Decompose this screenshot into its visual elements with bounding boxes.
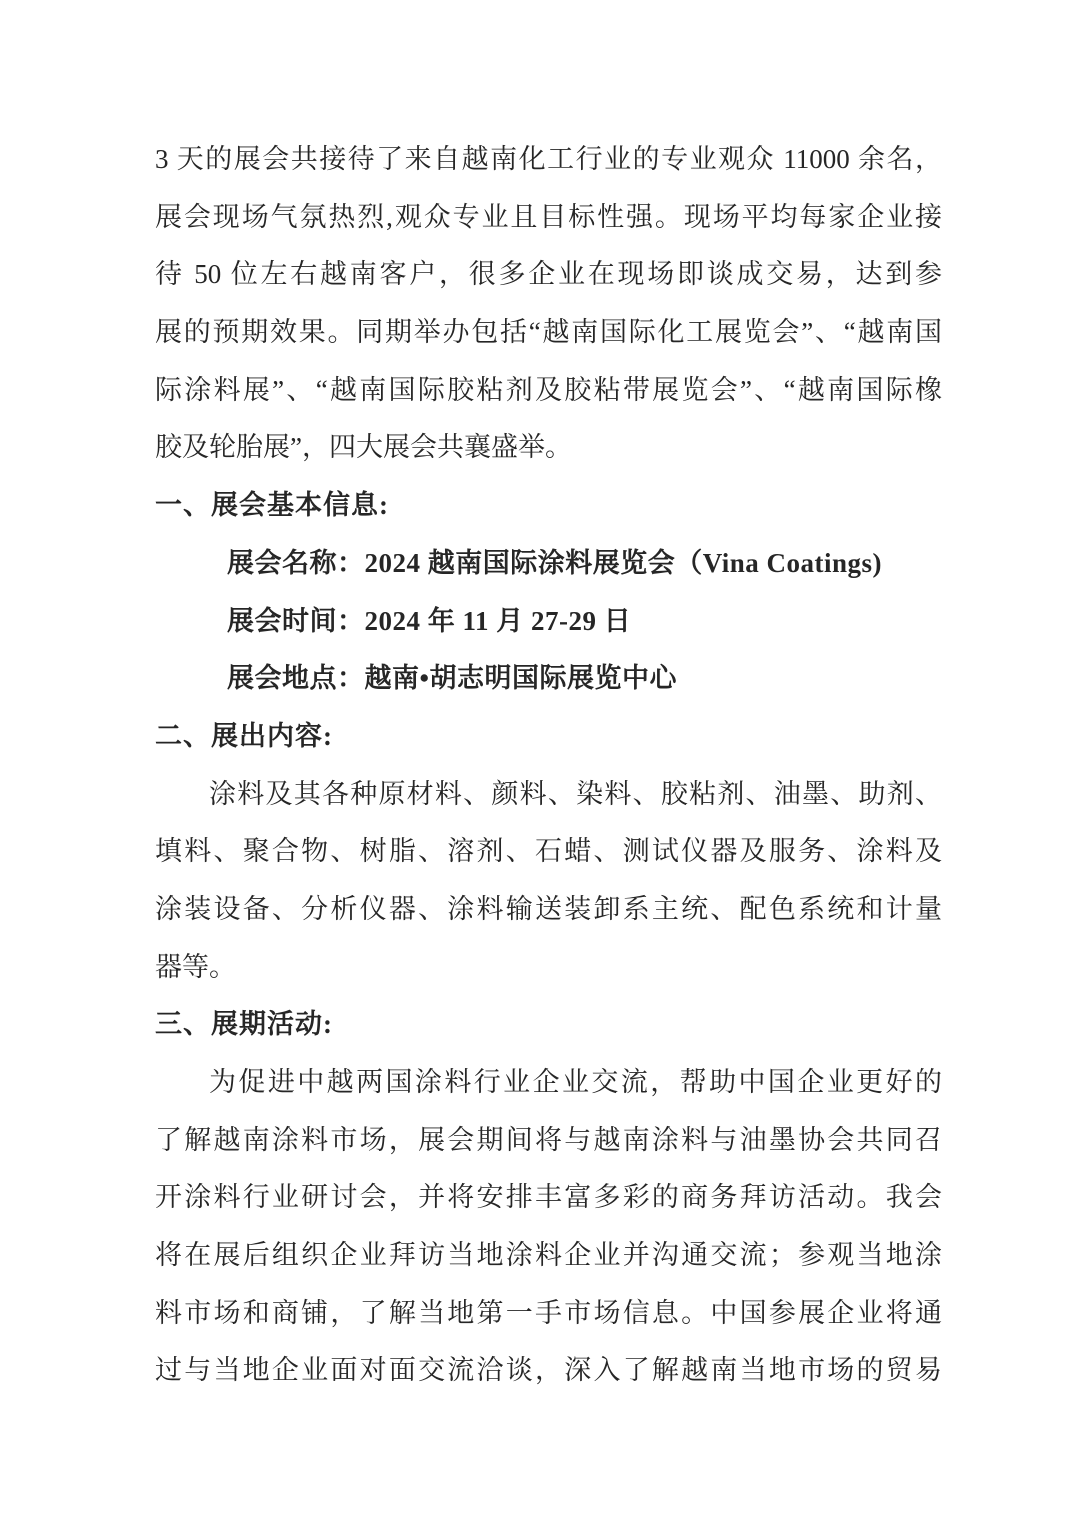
exhibition-name-value: 2024 越南国际涂料展览会（Vina Coatings)	[364, 547, 883, 578]
document-body	[155, 131, 942, 1400]
intro-line-3: 待 50 位左右越南客户，很多企业在现场即谈成交易，达到参	[155, 259, 942, 290]
exhibits-line-2: 填料、聚合物、树脂、溶剂、石蜡、测试仪器及服务、涂料及	[155, 836, 942, 867]
exhibits-line-3: 涂装设备、分析仪器、涂料输送装卸系主统、配色系统和计量	[155, 893, 942, 924]
activities-line-2: 了解越南涂料市场，展会期间将与越南涂料与油墨协会共同召	[155, 1124, 942, 1155]
exhibition-venue-line	[155, 650, 942, 708]
intro-line-6: 胶及轮胎展”，四大展会共襄盛举。	[155, 432, 572, 463]
intro-line-2: 展会现场气氛热烈,观众专业且目标性强。现场平均每家企业接	[155, 201, 942, 232]
intro-line-5: 际涂料展”、“越南国际胶粘剂及胶粘带展览会”、“越南国际橡	[155, 374, 942, 405]
intro-paragraph	[155, 131, 942, 477]
heading-exhibits: 二、展出内容:	[155, 720, 333, 751]
exhibition-date-value: 2024 年 11 月 27-29 日	[364, 605, 632, 636]
heading-basic-info: 一、展会基本信息:	[155, 490, 389, 521]
exhibition-venue-label: 展会地点：	[227, 663, 365, 694]
activities-line-1: 为促进中越两国涂料行业企业交流，帮助中国企业更好的	[209, 1067, 942, 1097]
heading-activities: 三、展期活动:	[155, 1009, 333, 1040]
exhibition-date-line	[155, 593, 942, 651]
intro-line-1: 3 天的展会共接待了来自越南化工行业的专业观众 11000 余名，	[155, 144, 942, 174]
section-activities	[155, 996, 942, 1400]
exhibition-venue-value: 越南•胡志明国际展览中心	[364, 663, 677, 694]
activities-line-4: 将在展后组织企业拜访当地涂料企业并沟通交流；参观当地涂	[155, 1240, 942, 1271]
exhibition-name-label: 展会名称：	[227, 547, 365, 578]
activities-line-5: 料市场和商铺，了解当地第一手市场信息。中国参展企业将通	[155, 1297, 942, 1328]
section-exhibits	[155, 708, 942, 996]
exhibition-name-line	[155, 535, 942, 593]
exhibits-line-4: 器等。	[155, 951, 236, 982]
activities-line-3: 开涂料行业研讨会，并将安排丰富多彩的商务拜访活动。我会	[155, 1182, 942, 1213]
activities-line-6: 过与当地企业面对面交流洽谈，深入了解越南当地市场的贸易	[155, 1355, 942, 1386]
exhibition-date-label: 展会时间：	[227, 605, 365, 636]
exhibits-line-1: 涂料及其各种原材料、颜料、染料、胶粘剂、油墨、助剂、	[209, 778, 942, 809]
section-basic-info	[155, 477, 942, 708]
intro-line-4: 展的预期效果。同期举办包括“越南国际化工展览会”、“越南国	[155, 317, 942, 348]
